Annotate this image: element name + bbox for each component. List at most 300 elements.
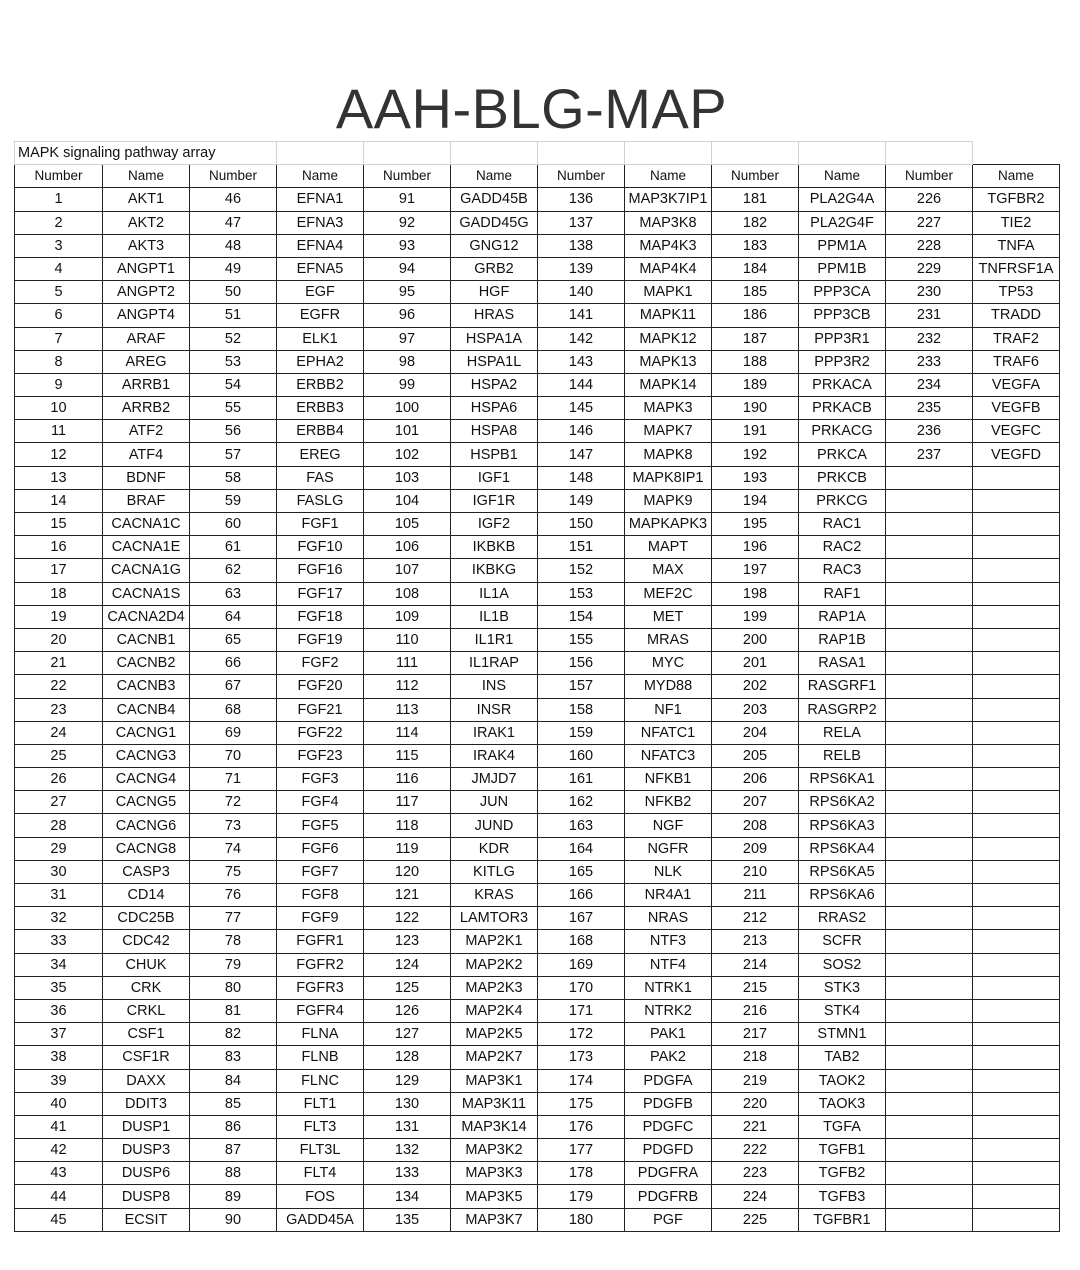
table-row <box>15 1208 1060 1231</box>
gene-name-cell <box>973 930 1060 953</box>
table-row <box>15 1139 1060 1162</box>
gene-number-cell: 72 <box>190 791 277 814</box>
gene-name-cell: KDR <box>451 837 538 860</box>
gene-name-cell: NFKB1 <box>625 768 712 791</box>
gene-name-cell: STK4 <box>799 999 886 1022</box>
gene-name-cell: FLNB <box>277 1046 364 1069</box>
gene-name-cell: TGFB1 <box>799 1139 886 1162</box>
gene-name-cell: TRAF2 <box>973 327 1060 350</box>
gene-number-cell: 43 <box>15 1162 103 1185</box>
gene-number-cell <box>886 976 973 999</box>
table-row <box>15 628 1060 651</box>
gene-name-cell: CD14 <box>103 884 190 907</box>
gene-name-cell: PDGFRB <box>625 1185 712 1208</box>
gene-name-cell: FLT3L <box>277 1139 364 1162</box>
gene-name-cell: ATF2 <box>103 420 190 443</box>
gene-number-cell: 45 <box>15 1208 103 1231</box>
gene-number-cell: 95 <box>364 281 451 304</box>
table-row <box>15 373 1060 396</box>
column-header-number: Number <box>15 165 103 188</box>
gene-number-cell: 118 <box>364 814 451 837</box>
gene-name-cell: ATF4 <box>103 443 190 466</box>
gene-name-cell <box>973 466 1060 489</box>
gene-number-cell: 215 <box>712 976 799 999</box>
gene-name-cell: FGF10 <box>277 536 364 559</box>
table-row <box>15 536 1060 559</box>
gene-number-cell: 149 <box>538 489 625 512</box>
gene-number-cell <box>886 721 973 744</box>
gene-name-cell: FGF5 <box>277 814 364 837</box>
gene-number-cell: 191 <box>712 420 799 443</box>
gene-number-cell: 125 <box>364 976 451 999</box>
gene-name-cell: EPHA2 <box>277 350 364 373</box>
gene-name-cell <box>973 582 1060 605</box>
gene-number-cell: 184 <box>712 257 799 280</box>
gene-name-cell: RPS6KA6 <box>799 884 886 907</box>
gene-number-cell <box>886 884 973 907</box>
gene-name-cell: MRAS <box>625 628 712 651</box>
gene-number-cell <box>886 605 973 628</box>
gene-name-cell: PDGFA <box>625 1069 712 1092</box>
gene-number-cell: 54 <box>190 373 277 396</box>
gene-number-cell: 147 <box>538 443 625 466</box>
gene-name-cell: NTF3 <box>625 930 712 953</box>
gene-number-cell: 116 <box>364 768 451 791</box>
mapk-array-table <box>14 141 1060 1232</box>
gene-name-cell: ARRB2 <box>103 397 190 420</box>
gene-name-cell: FGF7 <box>277 860 364 883</box>
gene-number-cell <box>886 489 973 512</box>
gene-name-cell: PAK1 <box>625 1023 712 1046</box>
gene-name-cell <box>973 1069 1060 1092</box>
gene-number-cell: 41 <box>15 1115 103 1138</box>
table-row <box>15 188 1060 211</box>
header-row <box>15 165 1060 188</box>
gene-number-cell: 165 <box>538 860 625 883</box>
gene-number-cell: 122 <box>364 907 451 930</box>
gene-number-cell: 207 <box>712 791 799 814</box>
table-row <box>15 976 1060 999</box>
gene-number-cell: 148 <box>538 466 625 489</box>
gene-number-cell: 18 <box>15 582 103 605</box>
gene-number-cell: 181 <box>712 188 799 211</box>
gene-number-cell: 46 <box>190 188 277 211</box>
gene-name-cell: BDNF <box>103 466 190 489</box>
gene-name-cell: CDC25B <box>103 907 190 930</box>
gene-number-cell: 99 <box>364 373 451 396</box>
gene-name-cell: FGF18 <box>277 605 364 628</box>
table-row <box>15 1046 1060 1069</box>
gene-name-cell: RRAS2 <box>799 907 886 930</box>
gene-name-cell: PRKACB <box>799 397 886 420</box>
gene-name-cell: NTRK2 <box>625 999 712 1022</box>
gene-name-cell: EFNA4 <box>277 234 364 257</box>
gene-name-cell: NFATC3 <box>625 744 712 767</box>
gene-number-cell: 1 <box>15 188 103 211</box>
gene-name-cell: CACNA1S <box>103 582 190 605</box>
gene-number-cell: 37 <box>15 1023 103 1046</box>
gene-name-cell: RELA <box>799 721 886 744</box>
gene-name-cell: FGFR2 <box>277 953 364 976</box>
gene-number-cell: 213 <box>712 930 799 953</box>
gene-number-cell: 168 <box>538 930 625 953</box>
gene-name-cell <box>973 814 1060 837</box>
gene-name-cell <box>973 884 1060 907</box>
gene-name-cell: IGF2 <box>451 513 538 536</box>
gene-name-cell: JMJD7 <box>451 768 538 791</box>
gene-name-cell: GADD45B <box>451 188 538 211</box>
gene-name-cell: FASLG <box>277 489 364 512</box>
gene-number-cell: 212 <box>712 907 799 930</box>
gene-number-cell: 20 <box>15 628 103 651</box>
gene-number-cell: 230 <box>886 281 973 304</box>
gene-name-cell: TNFA <box>973 234 1060 257</box>
gene-number-cell <box>886 1069 973 1092</box>
gene-name-cell: RAC3 <box>799 559 886 582</box>
gene-number-cell: 227 <box>886 211 973 234</box>
column-header-name: Name <box>625 165 712 188</box>
gene-number-cell: 52 <box>190 327 277 350</box>
gene-number-cell: 167 <box>538 907 625 930</box>
gene-number-cell: 109 <box>364 605 451 628</box>
gene-number-cell <box>886 1092 973 1115</box>
gene-number-cell: 114 <box>364 721 451 744</box>
gene-name-cell: MYD88 <box>625 675 712 698</box>
gene-number-cell <box>886 582 973 605</box>
gene-name-cell: KITLG <box>451 860 538 883</box>
gene-name-cell: TGFA <box>799 1115 886 1138</box>
table-row <box>15 420 1060 443</box>
gene-number-cell: 229 <box>886 257 973 280</box>
gene-name-cell: DAXX <box>103 1069 190 1092</box>
gene-number-cell: 178 <box>538 1162 625 1185</box>
column-header-name: Name <box>973 165 1060 188</box>
gene-name-cell <box>973 628 1060 651</box>
gene-name-cell: MAP2K3 <box>451 976 538 999</box>
gene-number-cell: 175 <box>538 1092 625 1115</box>
gene-number-cell: 198 <box>712 582 799 605</box>
gene-number-cell: 134 <box>364 1185 451 1208</box>
gene-name-cell <box>973 536 1060 559</box>
gene-number-cell: 150 <box>538 513 625 536</box>
gene-number-cell: 32 <box>15 907 103 930</box>
gene-number-cell <box>886 1115 973 1138</box>
gene-name-cell: FGFR1 <box>277 930 364 953</box>
gene-number-cell: 205 <box>712 744 799 767</box>
gene-name-cell: TP53 <box>973 281 1060 304</box>
gene-name-cell: RASGRP2 <box>799 698 886 721</box>
gene-name-cell: AKT1 <box>103 188 190 211</box>
gene-number-cell: 195 <box>712 513 799 536</box>
gene-number-cell: 162 <box>538 791 625 814</box>
gene-name-cell: FGF4 <box>277 791 364 814</box>
gene-number-cell: 221 <box>712 1115 799 1138</box>
gene-number-cell: 231 <box>886 304 973 327</box>
gene-name-cell: MAPK9 <box>625 489 712 512</box>
gene-name-cell: BRAF <box>103 489 190 512</box>
gene-number-cell: 97 <box>364 327 451 350</box>
gene-name-cell: PRKCB <box>799 466 886 489</box>
gene-name-cell <box>973 1115 1060 1138</box>
gene-name-cell: RPS6KA4 <box>799 837 886 860</box>
table-row <box>15 1023 1060 1046</box>
gene-number-cell: 77 <box>190 907 277 930</box>
gene-number-cell: 16 <box>15 536 103 559</box>
gene-name-cell: PPP3R1 <box>799 327 886 350</box>
gene-number-cell: 140 <box>538 281 625 304</box>
table-row <box>15 1069 1060 1092</box>
gene-number-cell: 141 <box>538 304 625 327</box>
gene-name-cell <box>973 513 1060 536</box>
gene-number-cell: 130 <box>364 1092 451 1115</box>
gene-name-cell: CACNB3 <box>103 675 190 698</box>
table-row <box>15 466 1060 489</box>
gene-name-cell: CACNG6 <box>103 814 190 837</box>
gene-name-cell: FLNC <box>277 1069 364 1092</box>
gene-number-cell: 65 <box>190 628 277 651</box>
gene-name-cell: MAPK11 <box>625 304 712 327</box>
table-row <box>15 304 1060 327</box>
gene-number-cell: 88 <box>190 1162 277 1185</box>
gene-number-cell: 63 <box>190 582 277 605</box>
gene-name-cell: FGF17 <box>277 582 364 605</box>
gene-number-cell: 199 <box>712 605 799 628</box>
gene-name-cell: PPP3CA <box>799 281 886 304</box>
gene-number-cell: 93 <box>364 234 451 257</box>
gene-name-cell: NGFR <box>625 837 712 860</box>
gene-name-cell <box>973 489 1060 512</box>
gene-name-cell: FOS <box>277 1185 364 1208</box>
gene-name-cell: SOS2 <box>799 953 886 976</box>
gene-name-cell: TGFBR1 <box>799 1208 886 1231</box>
gene-number-cell: 172 <box>538 1023 625 1046</box>
gene-name-cell: MAPK3 <box>625 397 712 420</box>
gene-name-cell: VEGFC <box>973 420 1060 443</box>
gene-number-cell: 67 <box>190 675 277 698</box>
table-row <box>15 999 1060 1022</box>
gene-number-cell: 13 <box>15 466 103 489</box>
gene-name-cell: MAPKAPK3 <box>625 513 712 536</box>
table-row <box>15 675 1060 698</box>
gene-number-cell: 164 <box>538 837 625 860</box>
gene-name-cell <box>973 860 1060 883</box>
gene-name-cell <box>973 837 1060 860</box>
gene-name-cell <box>973 675 1060 698</box>
gene-name-cell: EREG <box>277 443 364 466</box>
gene-name-cell: RELB <box>799 744 886 767</box>
gene-number-cell: 120 <box>364 860 451 883</box>
gene-name-cell: RPS6KA5 <box>799 860 886 883</box>
gene-name-cell: FGF23 <box>277 744 364 767</box>
gene-name-cell: SCFR <box>799 930 886 953</box>
gene-name-cell: PLA2G4F <box>799 211 886 234</box>
gene-number-cell: 96 <box>364 304 451 327</box>
gene-name-cell: CRK <box>103 976 190 999</box>
gene-number-cell: 15 <box>15 513 103 536</box>
gene-number-cell: 193 <box>712 466 799 489</box>
table-row <box>15 698 1060 721</box>
gene-name-cell: INS <box>451 675 538 698</box>
gene-name-cell <box>973 1023 1060 1046</box>
gene-name-cell: EFNA5 <box>277 257 364 280</box>
gene-number-cell: 182 <box>712 211 799 234</box>
gene-number-cell <box>886 466 973 489</box>
gene-name-cell <box>973 953 1060 976</box>
gene-number-cell: 192 <box>712 443 799 466</box>
gene-name-cell: STK3 <box>799 976 886 999</box>
gene-name-cell: PAK2 <box>625 1046 712 1069</box>
gene-number-cell: 177 <box>538 1139 625 1162</box>
gene-name-cell: IGF1 <box>451 466 538 489</box>
gene-number-cell: 110 <box>364 628 451 651</box>
gene-name-cell <box>973 1092 1060 1115</box>
gene-number-cell: 81 <box>190 999 277 1022</box>
gene-number-cell: 108 <box>364 582 451 605</box>
gene-name-cell: GNG12 <box>451 234 538 257</box>
gene-name-cell: JUN <box>451 791 538 814</box>
gene-name-cell: MAP3K11 <box>451 1092 538 1115</box>
gene-number-cell: 180 <box>538 1208 625 1231</box>
gene-number-cell: 123 <box>364 930 451 953</box>
gene-name-cell: MAPT <box>625 536 712 559</box>
gene-number-cell: 40 <box>15 1092 103 1115</box>
gene-name-cell: MAP3K2 <box>451 1139 538 1162</box>
gene-name-cell: MAPK12 <box>625 327 712 350</box>
gene-number-cell: 55 <box>190 397 277 420</box>
gene-name-cell: ERBB2 <box>277 373 364 396</box>
gene-number-cell: 142 <box>538 327 625 350</box>
table-row <box>15 211 1060 234</box>
gene-number-cell: 58 <box>190 466 277 489</box>
gene-number-cell: 103 <box>364 466 451 489</box>
gene-name-cell: FGF22 <box>277 721 364 744</box>
gene-name-cell: CACNG8 <box>103 837 190 860</box>
gene-name-cell: FLT3 <box>277 1115 364 1138</box>
gene-name-cell: IGF1R <box>451 489 538 512</box>
gene-number-cell: 208 <box>712 814 799 837</box>
gene-number-cell: 42 <box>15 1139 103 1162</box>
gene-number-cell: 220 <box>712 1092 799 1115</box>
gene-name-cell: PRKCG <box>799 489 886 512</box>
gene-number-cell <box>886 768 973 791</box>
gene-name-cell: MAP3K1 <box>451 1069 538 1092</box>
column-header-name: Name <box>451 165 538 188</box>
gene-number-cell: 4 <box>15 257 103 280</box>
gene-name-cell: LAMTOR3 <box>451 907 538 930</box>
gene-name-cell: INSR <box>451 698 538 721</box>
gene-number-cell: 211 <box>712 884 799 907</box>
gene-name-cell <box>973 1208 1060 1231</box>
gene-number-cell: 5 <box>15 281 103 304</box>
gene-name-cell: HSPB1 <box>451 443 538 466</box>
gene-name-cell: AKT3 <box>103 234 190 257</box>
gene-number-cell <box>886 1208 973 1231</box>
gene-name-cell <box>973 652 1060 675</box>
gene-number-cell <box>886 536 973 559</box>
gene-number-cell: 56 <box>190 420 277 443</box>
gene-name-cell <box>973 976 1060 999</box>
gene-number-cell <box>886 1046 973 1069</box>
gene-number-cell: 183 <box>712 234 799 257</box>
gene-number-cell: 66 <box>190 652 277 675</box>
table-row <box>15 327 1060 350</box>
gene-name-cell: CHUK <box>103 953 190 976</box>
gene-name-cell: TIE2 <box>973 211 1060 234</box>
gene-number-cell <box>886 698 973 721</box>
gene-number-cell: 137 <box>538 211 625 234</box>
gene-number-cell: 113 <box>364 698 451 721</box>
gene-name-cell: HSPA6 <box>451 397 538 420</box>
gene-number-cell: 105 <box>364 513 451 536</box>
gene-name-cell: CACNA2D4 <box>103 605 190 628</box>
gene-number-cell: 226 <box>886 188 973 211</box>
gene-name-cell: RAC2 <box>799 536 886 559</box>
gene-name-cell: IL1B <box>451 605 538 628</box>
gene-number-cell: 139 <box>538 257 625 280</box>
gene-number-cell: 155 <box>538 628 625 651</box>
gene-number-cell: 224 <box>712 1185 799 1208</box>
gene-name-cell <box>973 768 1060 791</box>
gene-name-cell: PDGFD <box>625 1139 712 1162</box>
gene-number-cell: 170 <box>538 976 625 999</box>
table-row <box>15 605 1060 628</box>
gene-number-cell: 173 <box>538 1046 625 1069</box>
gene-number-cell: 201 <box>712 652 799 675</box>
table-row <box>15 443 1060 466</box>
gene-name-cell: FLNA <box>277 1023 364 1046</box>
gene-number-cell <box>886 744 973 767</box>
table-row <box>15 907 1060 930</box>
gene-number-cell: 9 <box>15 373 103 396</box>
gene-number-cell: 8 <box>15 350 103 373</box>
gene-number-cell: 106 <box>364 536 451 559</box>
table-row <box>15 953 1060 976</box>
gene-name-cell: RASA1 <box>799 652 886 675</box>
gene-name-cell: TGFB2 <box>799 1162 886 1185</box>
gene-name-cell: MAP2K1 <box>451 930 538 953</box>
gene-number-cell <box>886 953 973 976</box>
table-row <box>15 513 1060 536</box>
gene-number-cell: 135 <box>364 1208 451 1231</box>
gene-number-cell: 185 <box>712 281 799 304</box>
gene-name-cell: FGF16 <box>277 559 364 582</box>
table-row <box>15 582 1060 605</box>
gene-number-cell: 236 <box>886 420 973 443</box>
gene-name-cell: MAX <box>625 559 712 582</box>
gene-name-cell: MAPK8 <box>625 443 712 466</box>
gene-number-cell: 117 <box>364 791 451 814</box>
gene-name-cell: MET <box>625 605 712 628</box>
gene-name-cell: CRKL <box>103 999 190 1022</box>
gene-number-cell: 59 <box>190 489 277 512</box>
gene-number-cell: 24 <box>15 721 103 744</box>
gene-number-cell: 11 <box>15 420 103 443</box>
gene-name-cell: CACNA1E <box>103 536 190 559</box>
gene-number-cell: 87 <box>190 1139 277 1162</box>
gene-number-cell: 21 <box>15 652 103 675</box>
gene-name-cell: MAPK8IP1 <box>625 466 712 489</box>
gene-number-cell: 22 <box>15 675 103 698</box>
gene-number-cell: 209 <box>712 837 799 860</box>
gene-name-cell: PPM1A <box>799 234 886 257</box>
gene-number-cell: 163 <box>538 814 625 837</box>
gene-name-cell: MAP3K3 <box>451 1162 538 1185</box>
gene-number-cell: 133 <box>364 1162 451 1185</box>
gene-name-cell: TAOK3 <box>799 1092 886 1115</box>
gene-number-cell: 129 <box>364 1069 451 1092</box>
gene-name-cell: MAP2K7 <box>451 1046 538 1069</box>
gene-number-cell: 80 <box>190 976 277 999</box>
